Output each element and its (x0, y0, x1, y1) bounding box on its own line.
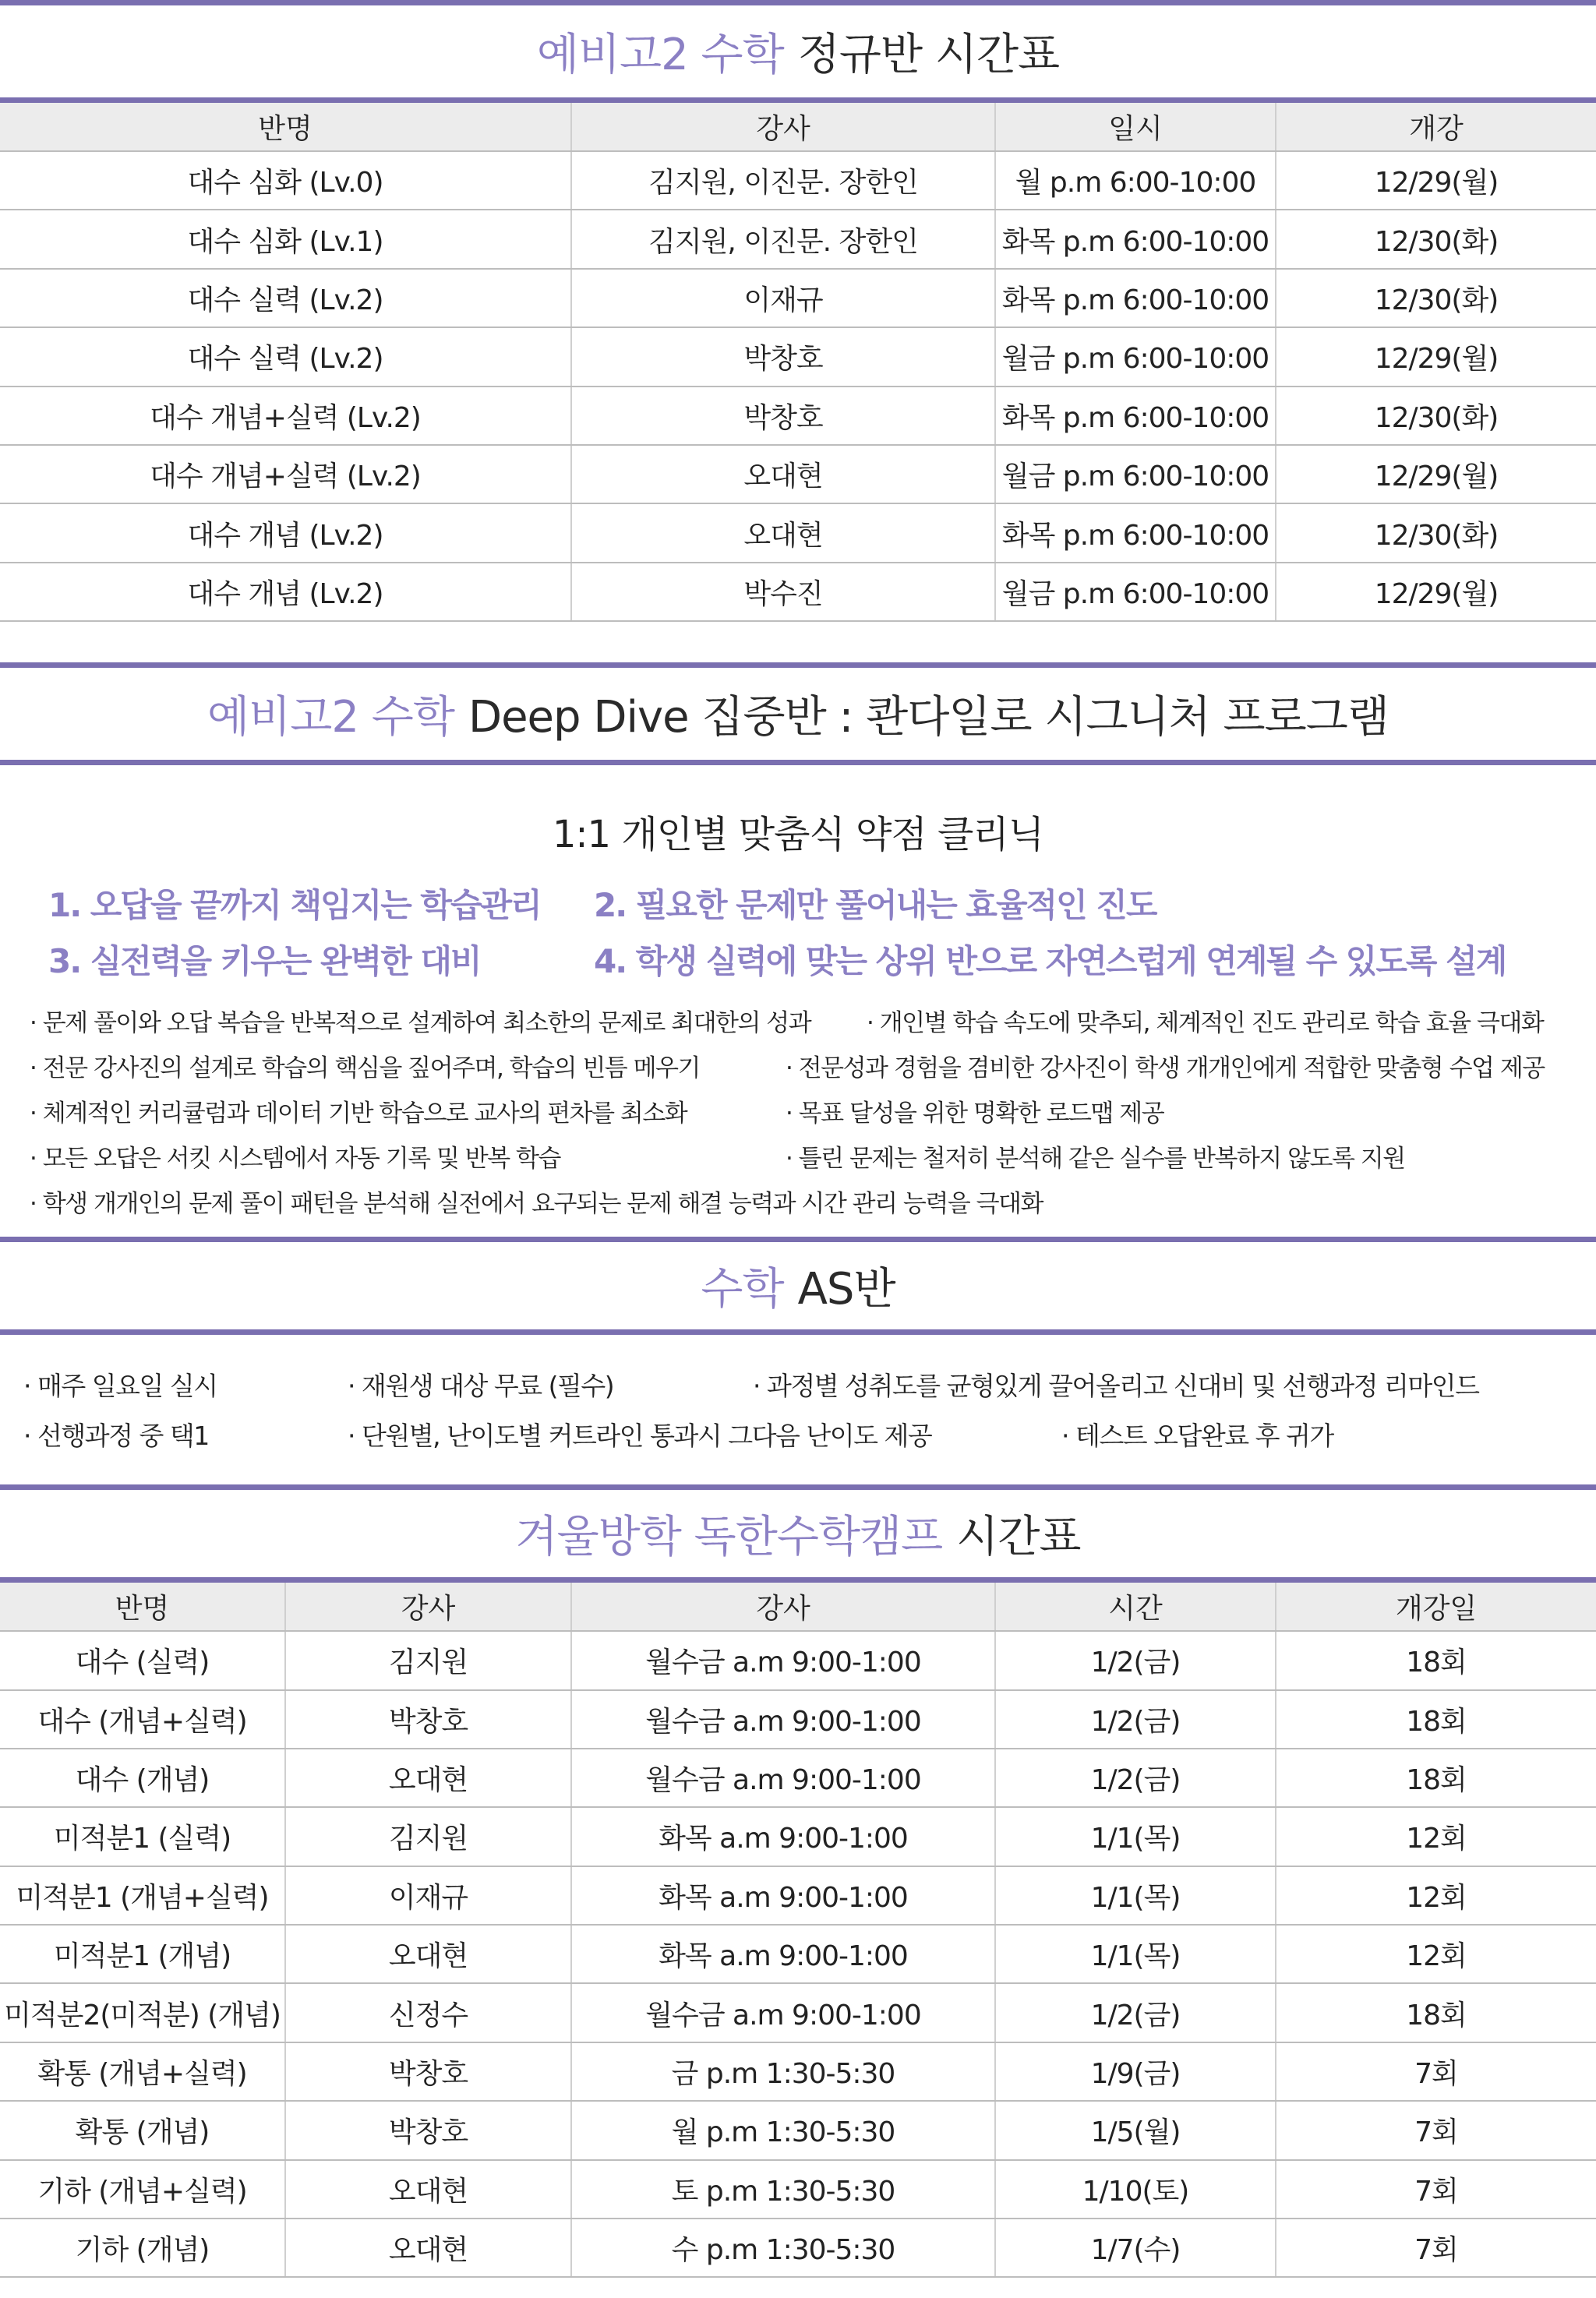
table-cell: 기하 (개념+실력) (0, 2160, 285, 2219)
table-cell: 화목 p.m 6:00-10:00 (995, 210, 1276, 268)
table-cell: 7회 (1276, 2219, 1596, 2277)
deep-section-title (0, 668, 1596, 760)
table-row (0, 2042, 1596, 2101)
highlight-item: 1. 오답을 끝까지 책임지는 학습관리 (48, 886, 541, 925)
table-cell: 화목 p.m 6:00-10:00 (995, 503, 1276, 562)
deep-bullet-list (0, 1003, 1596, 1237)
table-cell: 월수금 a.m 9:00-1:00 (571, 1690, 995, 1749)
bullet-item: · 모든 오답은 서킷 시스템에서 자동 기록 및 반복 학습 (30, 1145, 560, 1174)
table-cell: 대수 개념 (Lv.2) (0, 563, 571, 621)
table-row (0, 563, 1596, 621)
table-cell: 박창호 (285, 1690, 571, 1749)
table-cell: 미적분1 (개념+실력) (0, 1866, 285, 1925)
table-cell: 박창호 (285, 2042, 571, 2101)
highlight-item: 4. 학생 실력에 맞는 상위 반으로 자연스럽게 연계될 수 있도록 설계 (594, 942, 1506, 981)
table-cell: 월 p.m 1:30-5:30 (571, 2101, 995, 2159)
bullet-item: · 학생 개개인의 문제 풀이 패턴을 분석해 실전에서 요구되는 문제 해결 능력과 시간 관리 능력을 극대화 (30, 1190, 1043, 1219)
table-cell: 대수 (개념+실력) (0, 1690, 285, 1749)
bullet-item: · 전문 강사진의 설계로 학습의 핵심을 짚어주며, 학습의 빈틈 메우기 (30, 1054, 700, 1083)
spacer (0, 622, 1596, 662)
table-cell: 이재규 (285, 1866, 571, 1925)
table-cell: 18회 (1276, 1690, 1596, 1749)
table-cell: 7회 (1276, 2042, 1596, 2101)
table-row (0, 2101, 1596, 2159)
as-title-rest: AS반 (797, 1264, 895, 1315)
bullet-item: · 틀린 문제는 철저히 분석해 같은 실수를 반복하지 않도록 지원 (786, 1145, 1405, 1174)
column-header: 일시 (995, 103, 1276, 151)
table-cell: 금 p.m 1:30-5:30 (571, 2042, 995, 2101)
regular-section-title (0, 5, 1596, 97)
table-cell: 수 p.m 1:30-5:30 (571, 2219, 995, 2277)
table-row (0, 151, 1596, 210)
table-cell: 1/2(금) (995, 1690, 1276, 1749)
bullet-item: · 테스트 오답완료 후 귀가 (1061, 1421, 1333, 1452)
table-cell: 확통 (개념) (0, 2101, 285, 2159)
table-cell: 월금 p.m 6:00-10:00 (995, 563, 1276, 621)
column-header: 반명 (0, 103, 571, 151)
table-cell: 미적분1 (개념) (0, 1925, 285, 1983)
as-bullet-list (0, 1335, 1596, 1484)
deep-title-rest: Deep Dive 집중반 : 콴다일로 시그니처 프로그램 (468, 692, 1389, 743)
table-cell: 오대현 (285, 1749, 571, 1807)
table-cell: 대수 개념+실력 (Lv.2) (0, 387, 571, 445)
table-cell: 화목 p.m 6:00-10:00 (995, 269, 1276, 327)
table-cell: 1/5(월) (995, 2101, 1276, 2159)
table-header-row (0, 103, 1596, 151)
regular-title-rest: 정규반 시간표 (797, 30, 1060, 80)
table-cell: 박창호 (571, 327, 995, 386)
highlight-item: 3. 실전력을 키우는 완벽한 대비 (48, 942, 481, 981)
table-row (0, 2219, 1596, 2277)
bullet-item: · 체계적인 커리큘럼과 데이터 기반 학습으로 교사의 편차를 최소화 (30, 1100, 687, 1128)
table-cell: 월금 p.m 6:00-10:00 (995, 327, 1276, 386)
table-cell: 12/29(월) (1276, 445, 1596, 503)
table-cell: 대수 실력 (Lv.2) (0, 269, 571, 327)
winter-top-rule (0, 1484, 1596, 1490)
winter-timetable (0, 1583, 1596, 2278)
table-cell: 1/2(금) (995, 1983, 1276, 2042)
table-cell: 월수금 a.m 9:00-1:00 (571, 1749, 995, 1807)
table-cell: 1/1(목) (995, 1925, 1276, 1983)
deep-title-rule (0, 760, 1596, 765)
table-row (0, 269, 1596, 327)
table-cell: 김지원 (285, 1807, 571, 1866)
bullet-item: · 매주 일요일 실시 (23, 1371, 217, 1402)
as-top-rule (0, 1237, 1596, 1242)
table-cell: 1/9(금) (995, 2042, 1276, 2101)
deep-title-accent: 예비고2 수학 (207, 692, 454, 743)
bullet-item: · 선행과정 중 택1 (23, 1421, 209, 1452)
table-header-row (0, 1583, 1596, 1631)
regular-title-accent: 예비고2 수학 (536, 30, 784, 80)
column-header: 강사 (285, 1583, 571, 1631)
table-cell: 12/29(월) (1276, 563, 1596, 621)
table-cell: 대수 (개념) (0, 1749, 285, 1807)
table-cell: 대수 (실력) (0, 1631, 285, 1689)
table-row (0, 1631, 1596, 1689)
table-row (0, 327, 1596, 386)
table-cell: 월 p.m 6:00-10:00 (995, 151, 1276, 210)
deep-top-rule (0, 662, 1596, 668)
table-cell: 기하 (개념) (0, 2219, 285, 2277)
bullet-item: · 단원별, 난이도별 커트라인 통과시 그다음 난이도 제공 (348, 1421, 932, 1452)
table-cell: 확통 (개념+실력) (0, 2042, 285, 2101)
table-cell: 신정수 (285, 1983, 571, 2042)
clinic-title: 1:1 개인별 맞춤식 약점 클리닉 (552, 813, 1044, 857)
table-cell: 대수 개념 (Lv.2) (0, 503, 571, 562)
table-cell: 1/2(금) (995, 1631, 1276, 1689)
column-header: 반명 (0, 1583, 285, 1631)
winter-title-rule (0, 1577, 1596, 1583)
table-cell: 미적분1 (실력) (0, 1807, 285, 1866)
table-cell: 12/30(화) (1276, 269, 1596, 327)
table-cell: 18회 (1276, 1749, 1596, 1807)
regular-timetable (0, 103, 1596, 622)
table-cell: 화목 p.m 6:00-10:00 (995, 387, 1276, 445)
table-cell: 오대현 (571, 445, 995, 503)
table-cell: 7회 (1276, 2160, 1596, 2219)
table-cell: 월수금 a.m 9:00-1:00 (571, 1983, 995, 2042)
column-header: 시간 (995, 1583, 1276, 1631)
table-cell: 오대현 (285, 2160, 571, 2219)
table-cell: 12회 (1276, 1807, 1596, 1866)
table-cell: 화목 a.m 9:00-1:00 (571, 1866, 995, 1925)
bullet-item: · 과정별 성취도를 균형있게 끌어올리고 신대비 및 선행과정 리마인드 (753, 1371, 1479, 1402)
table-cell: 화목 a.m 9:00-1:00 (571, 1807, 995, 1866)
as-section-title (0, 1242, 1596, 1329)
table-cell: 1/10(토) (995, 2160, 1276, 2219)
table-row (0, 2160, 1596, 2219)
table-cell: 미적분2(미적분) (개념) (0, 1983, 285, 2042)
table-cell: 12/30(화) (1276, 503, 1596, 562)
column-header: 강사 (571, 103, 995, 151)
table-cell: 1/7(수) (995, 2219, 1276, 2277)
table-cell: 오대현 (571, 503, 995, 562)
table-row (0, 445, 1596, 503)
table-cell: 월수금 a.m 9:00-1:00 (571, 1631, 995, 1689)
table-cell: 오대현 (285, 1925, 571, 1983)
table-row (0, 503, 1596, 562)
table-cell: 대수 심화 (Lv.1) (0, 210, 571, 268)
table-cell: 12회 (1276, 1866, 1596, 1925)
table-cell: 대수 실력 (Lv.2) (0, 327, 571, 386)
table-cell: 오대현 (285, 2219, 571, 2277)
table-cell: 김지원, 이진문. 장한인 (571, 151, 995, 210)
winter-section-title (0, 1490, 1596, 1577)
table-cell: 토 p.m 1:30-5:30 (571, 2160, 995, 2219)
table-cell: 12/29(월) (1276, 327, 1596, 386)
table-cell: 월금 p.m 6:00-10:00 (995, 445, 1276, 503)
as-title-rule (0, 1329, 1596, 1335)
table-cell: 화목 a.m 9:00-1:00 (571, 1925, 995, 1983)
regular-title-rule (0, 97, 1596, 103)
table-cell: 대수 개념+실력 (Lv.2) (0, 445, 571, 503)
table-cell: 이재규 (571, 269, 995, 327)
bullet-item: · 전문성과 경험을 겸비한 강사진이 학생 개개인에게 적합한 맞춤형 수업 제공 (786, 1054, 1545, 1083)
table-row (0, 210, 1596, 268)
table-cell: 박수진 (571, 563, 995, 621)
table-row (0, 387, 1596, 445)
winter-title-rest: 시간표 (956, 1512, 1081, 1563)
table-cell: 12/29(월) (1276, 151, 1596, 210)
table-cell: 대수 심화 (Lv.0) (0, 151, 571, 210)
column-header: 개강 (1276, 103, 1596, 151)
bullet-item: · 개인별 학습 속도에 맞추되, 체계적인 진도 관리로 학습 효율 극대화 (867, 1009, 1544, 1038)
table-cell: 18회 (1276, 1631, 1596, 1689)
highlight-item: 2. 필요한 문제만 풀어내는 효율적인 진도 (594, 886, 1156, 925)
as-title-accent: 수학 (701, 1264, 784, 1315)
table-cell: 12/30(화) (1276, 210, 1596, 268)
table-row (0, 1925, 1596, 1983)
top-rule (0, 0, 1596, 5)
table-row (0, 1866, 1596, 1925)
table-cell: 박창호 (571, 387, 995, 445)
table-cell: 18회 (1276, 1983, 1596, 2042)
table-row (0, 1807, 1596, 1866)
table-cell: 김지원 (285, 1631, 571, 1689)
highlight-list (0, 880, 1596, 997)
table-cell: 1/1(목) (995, 1807, 1276, 1866)
table-cell: 1/2(금) (995, 1749, 1276, 1807)
table-cell: 12회 (1276, 1925, 1596, 1983)
table-row (0, 1690, 1596, 1749)
bullet-item: · 목표 달성을 위한 명확한 로드맵 제공 (786, 1100, 1164, 1128)
table-row (0, 1749, 1596, 1807)
bullet-item: · 문제 풀이와 오답 복습을 반복적으로 설계하여 최소한의 문제로 최대한의 성과 (30, 1009, 811, 1038)
column-header: 강사 (571, 1583, 995, 1631)
column-header: 개강일 (1276, 1583, 1596, 1631)
bullet-item: · 재원생 대상 무료 (필수) (348, 1371, 614, 1402)
table-cell: 7회 (1276, 2101, 1596, 2159)
table-cell: 박창호 (285, 2101, 571, 2159)
table-cell: 김지원, 이진문. 장한인 (571, 210, 995, 268)
table-row (0, 1983, 1596, 2042)
winter-title-accent: 겨울방학 독한수학캠프 (515, 1512, 943, 1563)
table-cell: 12/30(화) (1276, 387, 1596, 445)
table-cell: 1/1(목) (995, 1866, 1276, 1925)
